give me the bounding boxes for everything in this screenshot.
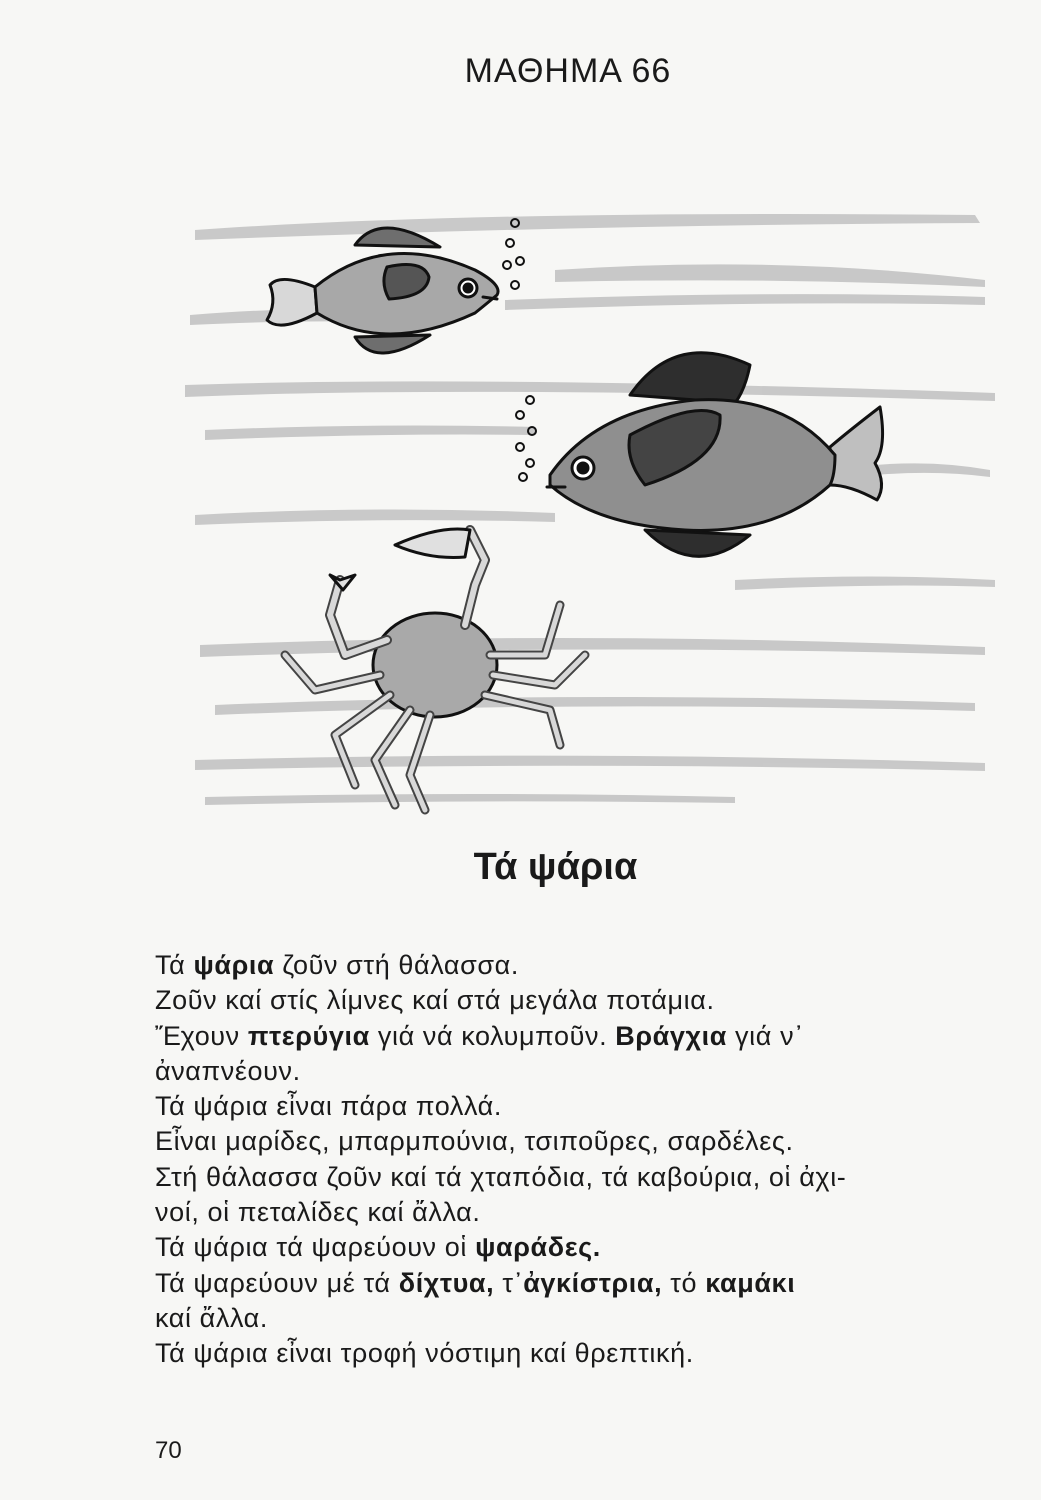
fish-small	[267, 219, 524, 353]
lesson-title: ΜΑΘΗΜΑ 66	[464, 52, 672, 90]
page-number: 70	[155, 1437, 182, 1464]
text-line: Τά ψάρια εἶναι τροφή νόστιμη καί θρεπτική.	[155, 1338, 694, 1369]
text-line: ἀναπνέουν.	[155, 1055, 301, 1086]
story-text	[155, 948, 975, 1372]
text-line: νοί, οἱ πεταλίδες καί ἄλλα.	[155, 1197, 481, 1228]
text-line: Τά ψάρια εἶναι πάρα πολλά.	[155, 1091, 502, 1122]
text-line: Ζοῦν καί στίς λίμνες καί στά μεγάλα ποτάμια.	[155, 985, 715, 1016]
sea-illustration	[175, 185, 1005, 825]
story-title: Τά ψάρια	[473, 846, 638, 888]
text-line: Στή θάλασσα ζοῦν καί τά χταπόδια, τά καβούρια, οἱ ἀχι-	[155, 1161, 847, 1192]
crab	[285, 529, 585, 810]
text-line: καί ἄλλα.	[155, 1302, 268, 1333]
text-line: Τά ψάρια ζοῦν στή θάλασσα.	[155, 950, 519, 980]
text-line: Ἔχουν πτερύγια γιά νά κολυμποῦν. Βράγχια γιά ν᾽	[155, 1020, 804, 1051]
text-line: Τά ψαρεύουν μέ τά δίχτυα, τ᾽ἀγκίστρια, τό καμάκι	[155, 1267, 796, 1298]
text-line: Τά ψάρια τά ψαρεύουν οἱ ψαράδες.	[155, 1232, 601, 1263]
text-line: Εἶναι μαρίδες, μπαρμπούνια, τσιποῦρες, σαρδέλες.	[155, 1126, 794, 1157]
